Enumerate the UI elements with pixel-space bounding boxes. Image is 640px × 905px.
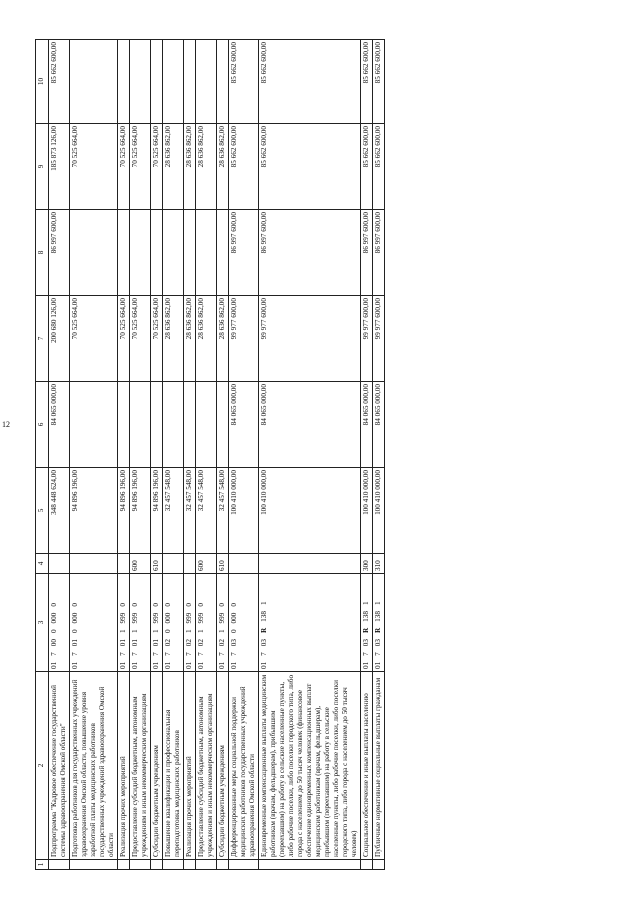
code-part: 7	[218, 652, 226, 656]
code-part: 1	[119, 629, 127, 634]
row-vr	[259, 554, 361, 574]
code-part: 7	[197, 652, 205, 656]
row-name: Публичные нормативные социальные выплаты гражданам	[373, 672, 385, 860]
row-value-v8	[163, 210, 184, 296]
code-part: 999	[218, 612, 226, 624]
row-value-v6	[130, 382, 151, 468]
row-value-v6	[151, 382, 163, 468]
code-part: 1	[260, 601, 268, 606]
row-code	[163, 574, 184, 672]
row-value-v8: 86 997 600,00	[373, 210, 385, 296]
code-part: 00	[50, 639, 58, 647]
code-part: 02	[164, 639, 172, 647]
row-value-v10	[130, 40, 151, 124]
row-code	[49, 574, 70, 672]
row-value-v6: 84 065 000,00	[259, 382, 361, 468]
code-part: 0	[164, 603, 172, 607]
code-part: 1	[131, 629, 139, 634]
code-part: 03	[374, 639, 382, 647]
row-code	[118, 574, 130, 672]
page-number: 12	[2, 420, 10, 429]
row-value-v10	[70, 40, 118, 124]
row-name: Подпрограмма "Кадровое обеспечение государственной системы здравоохранения Омской области"	[49, 672, 70, 860]
row-value-v9: 185 873 126,00	[49, 124, 70, 210]
table-row	[130, 40, 151, 870]
col-number: 4	[36, 554, 49, 574]
row-value-v9: 28 636 862,00	[196, 124, 217, 210]
col-number: 3	[36, 574, 49, 672]
row-value-v5: 348 448 624,00	[49, 468, 70, 554]
code-part: 01	[152, 661, 160, 669]
row-name: Реализация прочих мероприятий	[118, 672, 130, 860]
row-code	[184, 574, 196, 672]
row-name: Субсидии бюджетным учреждениям	[151, 672, 163, 860]
code-part: 01	[119, 661, 127, 669]
code-part: 1	[362, 601, 370, 606]
row-code	[361, 574, 373, 672]
code-part: 0	[185, 603, 193, 607]
row-value-v10	[184, 40, 196, 124]
row-blank-cell	[361, 860, 373, 870]
row-value-v10: 85 662 600,00	[373, 40, 385, 124]
code-part: 000	[50, 612, 58, 624]
table-row	[118, 40, 130, 870]
row-value-v10	[217, 40, 229, 124]
code-part: 01	[260, 661, 268, 669]
code-part: 999	[152, 612, 160, 624]
col-number: 2	[36, 672, 49, 860]
row-blank-cell	[196, 860, 217, 870]
code-part: 01	[218, 661, 226, 669]
code-part: 999	[119, 612, 127, 624]
code-part: 01	[131, 639, 139, 647]
code-part: 7	[185, 652, 193, 656]
table-row	[196, 40, 217, 870]
row-value-v9: 28 636 862,00	[163, 124, 184, 210]
code-part: 01	[71, 639, 79, 647]
code-part: 138	[362, 611, 370, 622]
table-body	[49, 40, 385, 870]
code-part: 138	[374, 611, 382, 622]
row-vr	[184, 554, 196, 574]
code-part: 1	[197, 629, 205, 634]
code-part: 02	[185, 639, 193, 647]
row-name: Дифференцированные меры социальной поддержки медицинских работников государственных учреждений здравоохранения Омской области	[229, 672, 259, 860]
row-value-v6	[163, 382, 184, 468]
code-part: 0	[131, 603, 139, 607]
row-value-v5: 32 457 548,00	[196, 468, 217, 554]
row-value-v9: 70 525 664,00	[118, 124, 130, 210]
row-name: Субсидии бюджетным учреждениям	[217, 672, 229, 860]
row-vr: 610	[217, 554, 229, 574]
code-part: 7	[71, 652, 79, 656]
code-part: 01	[119, 639, 127, 647]
row-blank-cell	[217, 860, 229, 870]
row-vr: 600	[196, 554, 217, 574]
row-value-v7: 28 636 862,00	[163, 296, 184, 382]
row-blank-cell	[229, 860, 259, 870]
row-blank-cell	[49, 860, 70, 870]
row-code	[373, 574, 385, 672]
row-value-v6: 84 065 000,00	[229, 382, 259, 468]
row-value-v6	[118, 382, 130, 468]
table-row	[373, 40, 385, 870]
code-part: 7	[374, 652, 382, 656]
row-value-v5: 32 457 548,00	[184, 468, 196, 554]
row-value-v5: 94 896 196,00	[118, 468, 130, 554]
row-value-v9: 28 636 862,00	[217, 124, 229, 210]
code-part: 000	[71, 612, 79, 624]
row-value-v6	[217, 382, 229, 468]
code-part: 7	[164, 652, 172, 656]
row-vr	[70, 554, 118, 574]
code-part: 7	[362, 652, 370, 656]
row-value-v9: 70 525 664,00	[70, 124, 118, 210]
row-value-v5: 100 410 000,00	[361, 468, 373, 554]
row-value-v8	[118, 210, 130, 296]
code-part: 03	[230, 639, 238, 647]
row-name: Повышение квалификации и профессиональная переподготовка медицинских работников	[163, 672, 184, 860]
code-part: 999	[131, 612, 139, 624]
col-number: 6	[36, 382, 49, 468]
table-row	[163, 40, 184, 870]
code-part: 01	[374, 661, 382, 669]
code-part: 0	[230, 629, 238, 634]
row-value-v8: 86 997 600,00	[259, 210, 361, 296]
code-part: 0	[50, 603, 58, 607]
code-part: 01	[362, 661, 370, 669]
row-value-v6	[196, 382, 217, 468]
row-blank-cell	[70, 860, 118, 870]
code-part: 7	[152, 652, 160, 656]
row-blank-cell	[259, 860, 361, 870]
row-value-v7: 70 525 664,00	[118, 296, 130, 382]
row-value-v9: 28 636 862,00	[184, 124, 196, 210]
code-part: R	[362, 627, 370, 634]
row-value-v9: 85 662 600,00	[361, 124, 373, 210]
row-value-v10: 85 662 600,00	[229, 40, 259, 124]
code-part: 03	[362, 639, 370, 647]
row-value-v7: 99 977 600,00	[229, 296, 259, 382]
row-vr: 600	[130, 554, 151, 574]
code-part: 01	[230, 661, 238, 669]
row-vr: 300	[361, 554, 373, 574]
row-value-v8	[184, 210, 196, 296]
row-value-v7: 99 977 600,00	[259, 296, 361, 382]
code-part: 138	[260, 611, 268, 622]
code-part: 7	[230, 652, 238, 656]
code-part: 1	[185, 629, 193, 634]
row-value-v8	[217, 210, 229, 296]
col-number: 1	[36, 860, 49, 870]
row-value-v5: 100 410 000,00	[259, 468, 361, 554]
code-part: 7	[50, 652, 58, 656]
row-value-v5: 32 457 548,00	[217, 468, 229, 554]
code-part: R	[374, 627, 382, 634]
row-vr	[163, 554, 184, 574]
row-value-v8: 86 997 600,00	[361, 210, 373, 296]
code-part: 01	[152, 639, 160, 647]
row-name: Подготовка работников для государственных учреждений здравоохранения Омской области, повышение уровня заработной платы медицинских работников государственных учреждений здравоохранения Омской области	[70, 672, 118, 860]
row-value-v8	[130, 210, 151, 296]
code-part: 7	[131, 652, 139, 656]
col-number: 7	[36, 296, 49, 382]
code-part: R	[260, 627, 268, 634]
row-vr	[229, 554, 259, 574]
code-part: 1	[152, 629, 160, 634]
row-code	[217, 574, 229, 672]
code-part: 1	[218, 629, 226, 634]
col-number: 9	[36, 124, 49, 210]
row-value-v10: 85 662 600,00	[361, 40, 373, 124]
code-part: 0	[50, 629, 58, 634]
row-value-v10	[118, 40, 130, 124]
row-value-v5: 32 457 548,00	[163, 468, 184, 554]
row-value-v10	[196, 40, 217, 124]
row-value-v6	[70, 382, 118, 468]
row-blank-cell	[184, 860, 196, 870]
row-name: Предоставление субсидий бюджетным, автономным учреждениям и иным некоммерческим организациям	[196, 672, 217, 860]
row-value-v7: 99 977 600,00	[373, 296, 385, 382]
row-vr: 610	[151, 554, 163, 574]
row-value-v5: 94 896 196,00	[130, 468, 151, 554]
row-value-v5: 100 410 000,00	[229, 468, 259, 554]
code-part: 01	[197, 661, 205, 669]
row-value-v7: 99 977 600,00	[361, 296, 373, 382]
row-vr: 310	[373, 554, 385, 574]
table-row	[229, 40, 259, 870]
row-name: Реализация прочих мероприятий	[184, 672, 196, 860]
code-part: 0	[218, 603, 226, 607]
row-name: Предоставление субсидий бюджетным, автономным учреждениям и иным некоммерческим организациям	[130, 672, 151, 860]
row-value-v7: 28 636 862,00	[217, 296, 229, 382]
row-value-v10	[163, 40, 184, 124]
row-value-v7: 70 525 664,00	[70, 296, 118, 382]
row-value-v9: 85 662 600,00	[259, 124, 361, 210]
row-value-v5: 94 896 196,00	[151, 468, 163, 554]
code-part: 999	[185, 612, 193, 624]
table-row	[184, 40, 196, 870]
row-value-v6: 84 065 000,00	[373, 382, 385, 468]
code-part: 01	[50, 661, 58, 669]
row-vr	[49, 554, 70, 574]
code-part: 0	[197, 603, 205, 607]
row-value-v8	[70, 210, 118, 296]
column-number-row	[36, 40, 49, 870]
row-blank-cell	[130, 860, 151, 870]
row-code	[259, 574, 361, 672]
row-name: Социальное обеспечение и иные выплаты населению	[361, 672, 373, 860]
code-part: 01	[71, 661, 79, 669]
col-number: 5	[36, 468, 49, 554]
row-value-v9: 85 662 600,00	[229, 124, 259, 210]
budget-table	[35, 39, 385, 870]
row-value-v7: 70 525 664,00	[151, 296, 163, 382]
row-value-v7: 200 680 126,00	[49, 296, 70, 382]
code-part: 0	[71, 603, 79, 607]
code-part: 01	[164, 661, 172, 669]
code-part: 0	[230, 603, 238, 607]
row-value-v10	[151, 40, 163, 124]
code-part: 0	[71, 629, 79, 634]
row-code	[130, 574, 151, 672]
code-part: 0	[164, 629, 172, 634]
code-part: 01	[131, 661, 139, 669]
code-part: 0	[152, 603, 160, 607]
row-value-v7: 28 636 862,00	[184, 296, 196, 382]
row-value-v5: 100 410 000,00	[373, 468, 385, 554]
row-value-v9: 70 525 664,00	[151, 124, 163, 210]
row-value-v6: 84 065 000,00	[49, 382, 70, 468]
row-value-v8: 86 997 600,00	[49, 210, 70, 296]
code-part: 03	[260, 639, 268, 647]
row-blank-cell	[118, 860, 130, 870]
row-value-v8: 86 997 600,00	[229, 210, 259, 296]
row-value-v6	[184, 382, 196, 468]
row-blank-cell	[373, 860, 385, 870]
code-part: 02	[218, 639, 226, 647]
code-part: 0	[119, 603, 127, 607]
row-value-v8	[151, 210, 163, 296]
code-part: 02	[197, 639, 205, 647]
row-value-v9: 70 525 664,00	[130, 124, 151, 210]
rotated-table-container	[35, 40, 555, 870]
row-value-v7: 70 525 664,00	[130, 296, 151, 382]
row-value-v6: 84 065 000,00	[361, 382, 373, 468]
row-value-v5: 94 896 196,00	[70, 468, 118, 554]
code-part: 000	[164, 612, 172, 624]
code-part: 999	[197, 612, 205, 624]
row-vr	[118, 554, 130, 574]
table-row	[70, 40, 118, 870]
code-part: 01	[185, 661, 193, 669]
code-part: 7	[119, 652, 127, 656]
code-part: 000	[230, 612, 238, 624]
col-number: 10	[36, 40, 49, 124]
table-row	[361, 40, 373, 870]
col-number: 8	[36, 210, 49, 296]
row-code	[229, 574, 259, 672]
row-value-v9: 85 662 600,00	[373, 124, 385, 210]
row-code	[151, 574, 163, 672]
row-name: Единовременные компенсационные выплаты медицинским работникам (врачам, фельдшерам), прибывшим (переехавшим) на работу в сельские населенные пункты, либо рабочие поселки, либо поселки городского типа, либо города с населением до 50 тысяч человек (финансовое обеспечение единовременных компенсационных выплат медицинским работникам (врачам, фельдшерам), прибывшим (переехавшим) на работу в сельские населенные пункты, либо рабочие поселки, либо поселки городского типа, либо города с населением до 50 тысяч человек)	[259, 672, 361, 860]
code-part: 7	[260, 652, 268, 656]
table-row	[49, 40, 70, 870]
row-code	[70, 574, 118, 672]
row-blank-cell	[151, 860, 163, 870]
table-row	[151, 40, 163, 870]
row-value-v10: 85 662 600,00	[259, 40, 361, 124]
row-value-v8	[196, 210, 217, 296]
code-part: 1	[374, 601, 382, 606]
row-code	[196, 574, 217, 672]
row-blank-cell	[163, 860, 184, 870]
table-row	[217, 40, 229, 870]
table-row	[259, 40, 361, 870]
row-value-v10: 85 662 600,00	[49, 40, 70, 124]
row-value-v7: 28 636 862,00	[196, 296, 217, 382]
